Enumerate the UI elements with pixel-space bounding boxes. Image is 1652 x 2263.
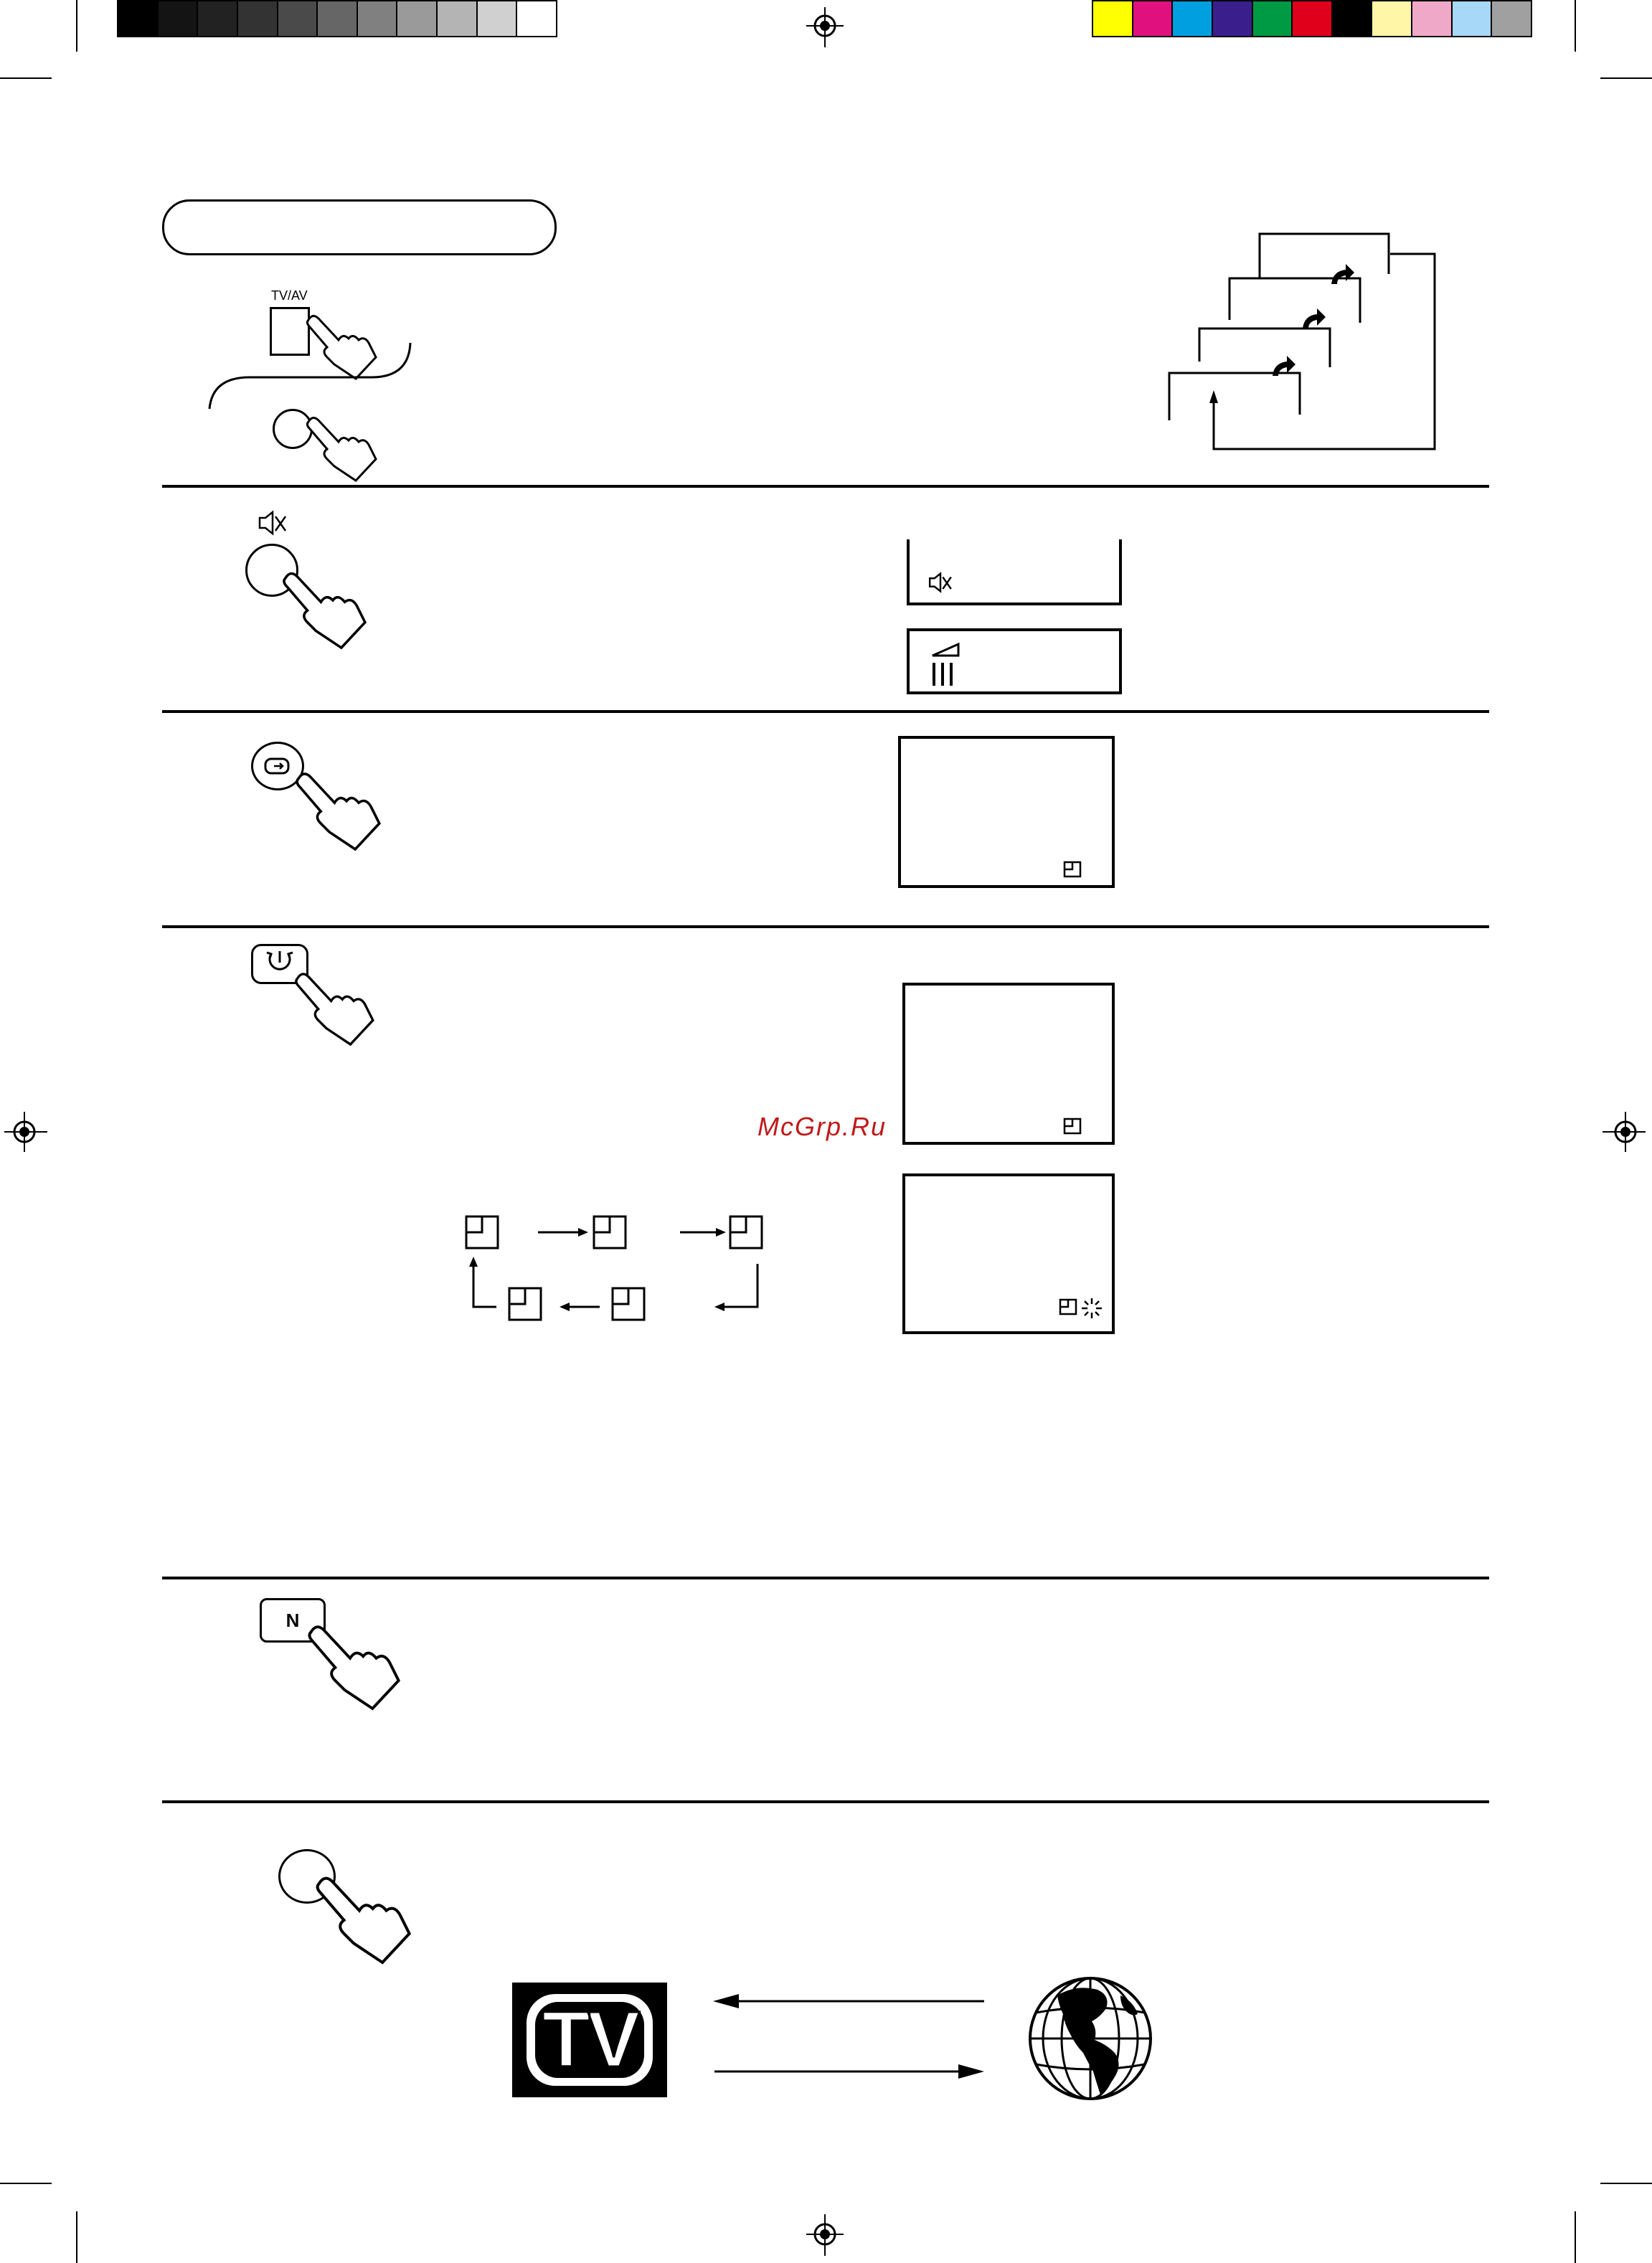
color-swatch: [1213, 1, 1253, 36]
gray-swatch: [318, 1, 358, 36]
display-button-icon: [264, 757, 290, 775]
section-divider: [162, 710, 1489, 713]
volume-level-icon: [930, 641, 961, 689]
gray-swatch: [358, 1, 398, 36]
channel-indicator-icon: [1063, 861, 1082, 878]
color-swatch: [1492, 1, 1531, 36]
globe-icon: [1026, 1974, 1155, 2103]
watermark: McGrp.Ru: [757, 1112, 887, 1141]
crop-mark: [76, 0, 77, 52]
gray-swatch: [159, 1, 199, 36]
grayscale-calibration-bar: [117, 0, 557, 37]
gray-swatch: [517, 1, 556, 36]
section-divider: [162, 1577, 1489, 1579]
tv-av-button-label: TV/AV: [271, 288, 308, 303]
mode-switch-arrows: [713, 1991, 986, 2077]
color-swatch: [1253, 1, 1293, 36]
gray-swatch: [278, 1, 318, 36]
pointing-hand-icon: [301, 409, 380, 481]
pointing-hand-icon: [287, 964, 380, 1044]
color-swatch: [1412, 1, 1453, 36]
crop-mark: [1600, 77, 1652, 79]
color-calibration-bar: [1092, 0, 1532, 37]
blinking-channel-indicator-icon: [1059, 1297, 1103, 1321]
gray-swatch: [198, 1, 238, 36]
gray-swatch: [118, 1, 159, 36]
gray-swatch: [238, 1, 278, 36]
pointing-hand-icon: [308, 1866, 416, 1962]
color-swatch: [1372, 1, 1412, 36]
color-swatch: [1293, 1, 1333, 36]
crop-mark: [1575, 0, 1576, 52]
tv-logo: [512, 1983, 667, 2097]
sleep-osd-screen: [902, 983, 1115, 1145]
pointing-hand-icon: [287, 763, 387, 849]
color-swatch: [1333, 1, 1373, 36]
crop-mark: [1600, 2183, 1652, 2184]
registration-mark-left: [3, 1110, 49, 1153]
section-divider: [162, 925, 1489, 928]
remote-outline-curve: [207, 343, 422, 415]
section-header-pill: [162, 199, 557, 255]
crop-mark: [0, 77, 52, 79]
mute-osd-icon: [928, 572, 953, 592]
pointing-hand-icon: [277, 562, 370, 648]
color-swatch: [1453, 1, 1493, 36]
color-swatch: [1173, 1, 1213, 36]
crop-mark: [76, 2211, 77, 2263]
sleep-cycle-diagram: [452, 1212, 768, 1327]
gray-swatch: [397, 1, 438, 36]
color-swatch: [1133, 1, 1174, 36]
input-cycle-diagram: [1162, 234, 1442, 453]
gray-swatch: [478, 1, 518, 36]
display-osd-screen: [898, 736, 1115, 888]
section-divider: [162, 1800, 1489, 1803]
mute-speaker-icon: [258, 511, 287, 535]
registration-mark-right: [1601, 1110, 1647, 1153]
pointing-hand-icon: [301, 1615, 405, 1709]
color-swatch: [1093, 1, 1133, 36]
crop-mark: [1575, 2211, 1576, 2263]
section-divider: [162, 485, 1489, 488]
channel-indicator-icon: [1063, 1118, 1082, 1135]
registration-mark-top: [803, 7, 846, 50]
crop-mark: [0, 2183, 52, 2184]
tv-logo-text: TV: [542, 1995, 638, 2084]
registration-mark-bottom: [803, 2213, 846, 2256]
normal-button-label: N: [285, 1609, 300, 1631]
gray-swatch: [438, 1, 478, 36]
